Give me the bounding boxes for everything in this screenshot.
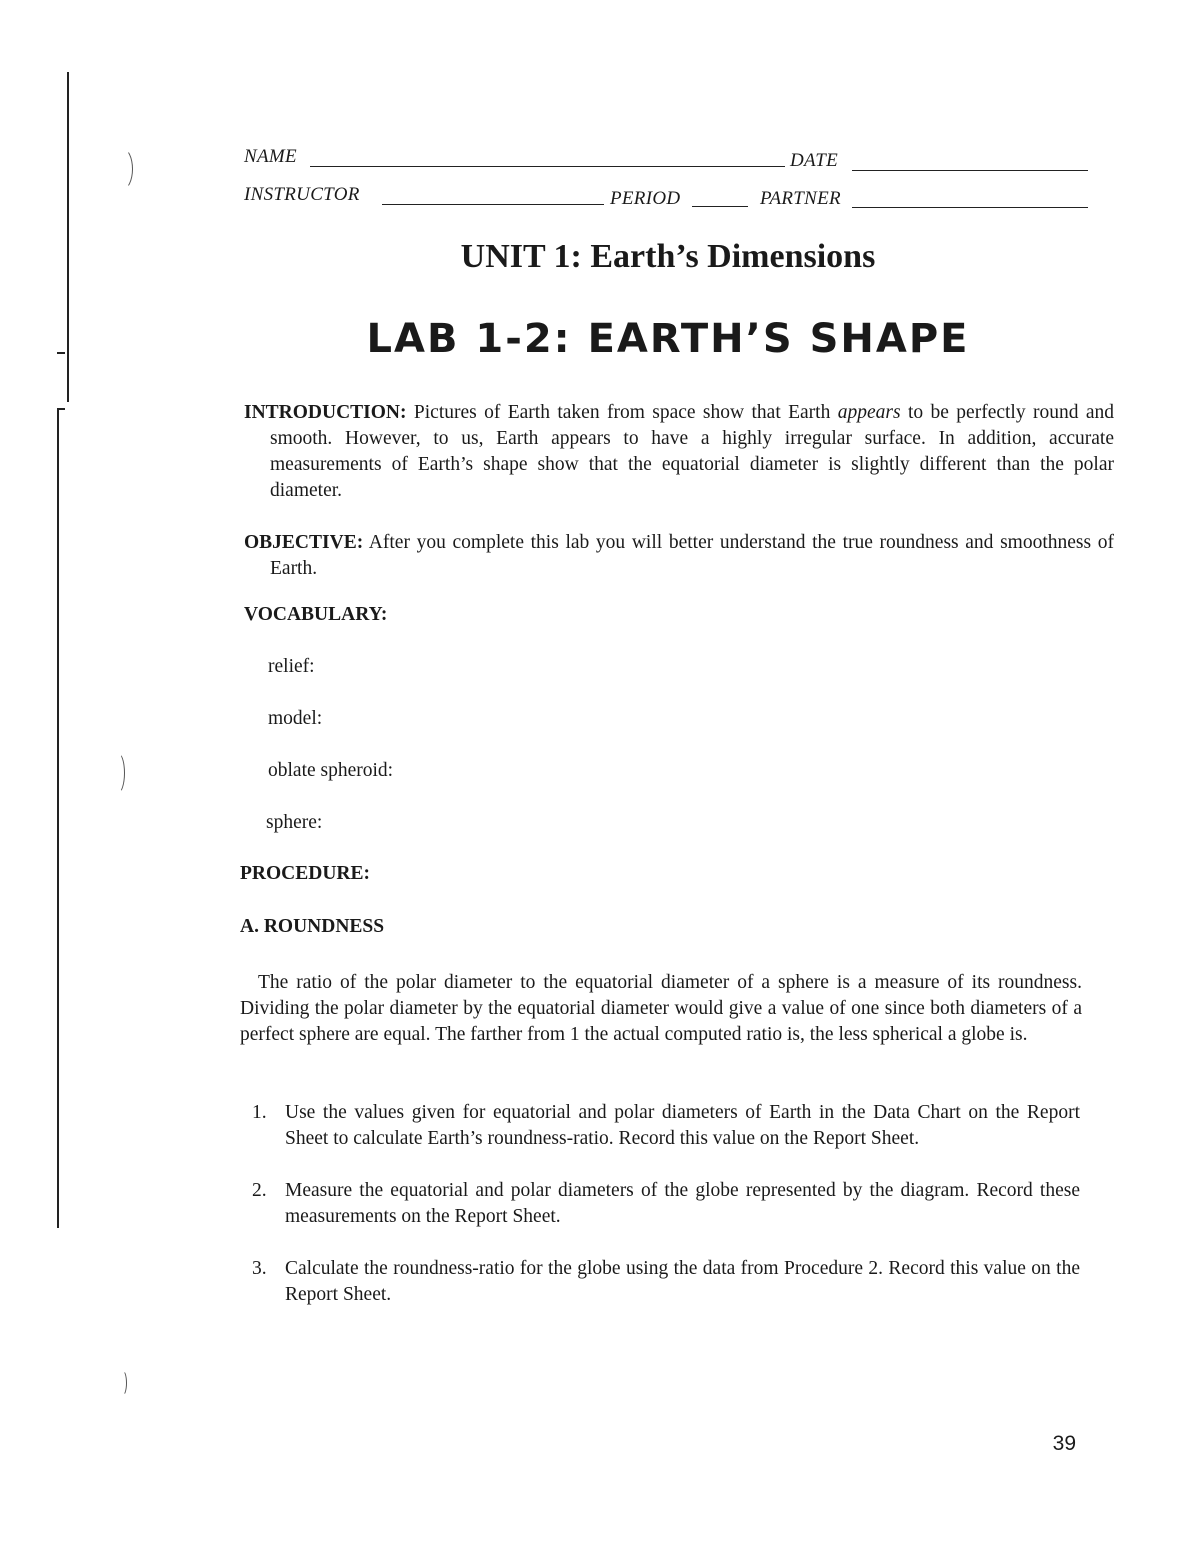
step-number: 1. — [252, 1102, 267, 1123]
margin-tick — [57, 408, 65, 410]
punch-hole-mark — [118, 1370, 127, 1396]
procedure-step-1 — [252, 1100, 1080, 1152]
vocab-term-relief: relief: — [268, 656, 315, 677]
instructor-label: INSTRUCTOR — [244, 184, 360, 205]
date-field[interactable] — [852, 170, 1088, 171]
introduction-text-end: to be perfectly round and smooth. However, to us, Earth appears to have a highly irregular surface. In addition, accurate measurements of Earth’s shape show that the equatorial diameter is slightly different than the polar diameter. — [270, 402, 1115, 501]
step-number: 2. — [252, 1180, 267, 1201]
partner-label: PARTNER — [760, 188, 841, 209]
unit-title: UNIT 1: Earth’s Dimensions — [460, 238, 876, 275]
procedure-step-2 — [252, 1178, 1080, 1230]
step-text: Use the values given for equatorial and polar diameters of Earth in the Data Chart on the Report Sheet to calculate Earth’s roundness-ratio. Record this value on the Report Sheet. — [285, 1102, 1080, 1149]
introduction-emphasis: appears — [837, 402, 901, 423]
instructor-field[interactable] — [382, 204, 604, 205]
vocab-term-model: model: — [268, 708, 323, 729]
introduction-text-start: Pictures of Earth taken from space show that Earth — [413, 402, 831, 423]
objective-paragraph — [244, 530, 1114, 582]
vocab-term-sphere: sphere: — [266, 812, 323, 833]
objective-heading: OBJECTIVE: — [244, 532, 364, 553]
name-field[interactable] — [310, 166, 785, 167]
binding-margin-line-lower — [57, 408, 59, 1228]
introduction-paragraph — [244, 400, 1114, 504]
objective-text: After you complete this lab you will better understand the true roundness and smoothness of Earth. — [270, 532, 1114, 579]
step-text: Calculate the roundness-ratio for the globe using the data from Procedure 2. Record this value on the Report Sheet. — [285, 1258, 1080, 1305]
roundness-intro-paragraph: The ratio of the polar diameter to the equatorial diameter of a sphere is a measure of its roundness. Dividing the polar diameter by the equatorial diameter would give a value of one since both diameters of a perfect sphere are equal. The farther from 1 the actual computed ratio is, the less spherical a globe is. — [240, 972, 1082, 1045]
page-number: 39 — [1052, 1432, 1076, 1455]
lab-title: LAB 1-2: EARTH’S SHAPE — [366, 316, 970, 362]
vocab-term-oblate-spheroid: oblate spheroid: — [268, 760, 394, 781]
period-field[interactable] — [692, 206, 748, 207]
step-number: 3. — [252, 1258, 267, 1279]
vocabulary-heading: VOCABULARY: — [244, 604, 388, 625]
punch-hole-mark — [110, 752, 125, 794]
procedure-heading: PROCEDURE: — [240, 863, 370, 884]
partner-field[interactable] — [852, 207, 1088, 208]
introduction-heading: INTRODUCTION: — [244, 402, 407, 423]
punch-hole-mark — [112, 148, 133, 190]
roundness-section-heading: A. ROUNDNESS — [240, 916, 385, 937]
name-label: NAME — [244, 146, 297, 167]
period-label: PERIOD — [610, 188, 681, 209]
step-text: Measure the equatorial and polar diameters of the globe represented by the diagram. Record these measurements on the Report Sheet. — [285, 1180, 1080, 1227]
procedure-step-3 — [252, 1256, 1080, 1308]
date-label: DATE — [790, 150, 838, 171]
